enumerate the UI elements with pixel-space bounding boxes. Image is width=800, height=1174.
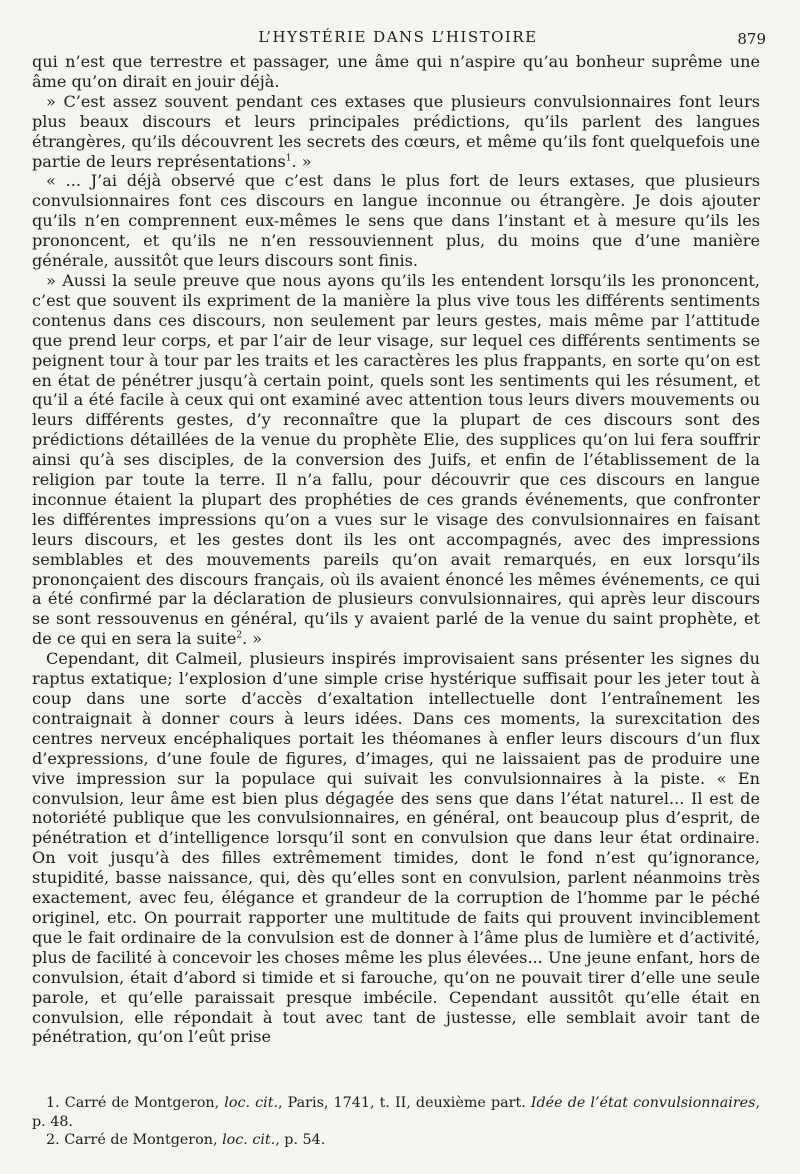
footnote-author: Carré de Montgeron, [64, 1095, 220, 1111]
footnote-ref: 1 [285, 153, 292, 164]
paragraph: « ... J’ai déjà observé que c’est dans le plus fort de leurs extases, que plusieurs convulsionnaires font ces discours en langue inconnue ou étrangère. Je dois ajouter qu’ils n’en comprennent eux-mêmes le sens que dans l’instant et à mesure qu’ils les prononcent, et qu’ils ne n’en ressouviennent plus, du moins que d’une manière générale, aussitôt que leurs discours sont finis. [32, 171, 760, 271]
quote-close: . » [291, 151, 312, 171]
footnote-1 [32, 1094, 760, 1131]
footnote-number: 1. [46, 1095, 60, 1111]
paragraph: Cependant, dit Calmeil, plusieurs inspirés improvisaient sans présenter les signes du raptus extatique; l’explosion d’une simple crise hystérique suffisait pour les jeter tout à coup dans une sorte d’accès d’exaltation intellectuelle dont l’entraînement les contraignait à donner cours à leurs idées. Dans ces moments, la surexcitation des centres nerveux encéphaliques portait les théomanes à enfler leurs discours d’un flux d’expressions, d’une foule de figures, d’images, qui ne laissaient pas de produire une vive impression sur la populace qui suivait les convulsionnaires à la piste. « En convulsion, leur âme est bien plus dégagée des sens que dans l’état naturel... Il est de notoriété publique que les convulsionnaires, en général, ont beaucoup plus d’esprit, de pénétration et d’intelligence lorsqu’il sont en convulsion que dans leur état ordinaire. On voit jusqu’à des filles extrêmement timides, dont le fond n’est qu’ignorance, stupidité, basse naissance, qui, dès qu’elles sont en convulsion, parlent néanmoins très exactement, avec feu, élégance et grandeur de la corruption de l’homme par le péché originel, etc. On pourrait rapporter une multitude de faits qui prouvent invinciblement que le fait ordinaire de la convulsion est de donner à l’âme plus de lumière et d’activité, plus de facilité à concevoir les choses même les plus élevées... Une jeune enfant, hors de convulsion, était d’abord si timide et si farouche, qu’on ne pouvait tirer d’elle une seule parole, et qu’elle paraissait presque imbécile. Cependant aussitôt qu’elle était en convulsion, elle répondait à tout avec tant de justesse, elle semblait avoir tant de pénétration, qu’on l’eût prise [32, 649, 760, 1047]
footnote-2 [32, 1131, 760, 1150]
paragraph-text: » C’est assez souvent pendant ces extases que plusieurs convulsionnaires font leurs plus beaux discours et leurs principales prédictions, qu’ils parlent des langues étrangères, qu’ils découvrent les secrets des cœurs, et même qu’ils font quelquefois une partie de leurs représentations [32, 91, 760, 171]
paragraph: qui n’est que terrestre et passager, une âme qui n’aspire qu’au bonheur suprême une âme qu’on dirait en jouir déjà. [32, 52, 760, 91]
footnote-author: Carré de Montgeron, [64, 1132, 218, 1148]
footnote-loc: loc. cit. [222, 1132, 276, 1148]
paragraph [32, 92, 760, 172]
footnote-loc: loc. cit. [224, 1095, 279, 1111]
footnote-number: 2. [46, 1132, 60, 1148]
paragraph [32, 271, 760, 649]
paragraph-text: » Aussi la seule preuve que nous ayons qu’ils les entendent lorsqu’ils les prononcent, c’est que souvent ils expriment de la manière la plus vive tous les différents sentiments contenus dans ces discours, non seulement par leurs gestes, mais même par l’attitude que prend leur corps, et par l’air de leur visage, sur lequel ces différents sentiments se peignent tour à tour par les traits et les caractères les plus frappants, en sorte qu’on est en état de pénétrer jusqu’à certain point, quels sont les sentiments qui les résument, et qu’il a été facile à ceux qui ont examiné avec attention tous leurs divers mouvements ou leurs différents gestes, d’y reconnaître que la plupart de ces discours sont des prédictions détaillées de la venue du prophète Elie, des supplices qu’on lui fera souffrir ainsi qu’à ses disciples, de la conversion des Juifs, et enfin de l’établissement de la religion par toute la terre. Il n’a fallu, pour découvrir que ces discours en langue inconnue étaient la plupart des prophéties de ces grands événements, que confronter les différentes impressions qu’on a vues sur le visage des convulsionnaires en faisant leurs discours, et les gestes dont ils les ont accompagnés, avec des impressions semblables et des mouvements pareils qu’on avait remarqués, en eux lorsqu’ils prononçaient des discours français, où ils avaient énoncé les mêmes événements, ce qui a été confirmé par la déclaration de plusieurs convulsionnaires, qui après leur discours se sont ressouvenus en général, qu’ils y avaient parlé de la venue du saint prophète, et de ce qui en sera la suite [32, 270, 760, 649]
footnote-title: Idée de l’état convulsionnaires [530, 1095, 756, 1111]
footnotes [32, 1094, 760, 1150]
running-title: L’HYSTÉRIE DANS L’HISTOIRE [258, 28, 538, 46]
quote-close: . » [242, 629, 263, 649]
body-text [32, 52, 760, 1047]
footnote-ref: 2 [236, 630, 243, 641]
page-header [30, 22, 766, 52]
page-number: 879 [737, 30, 766, 48]
footnote-text: , p. 48. [32, 1095, 760, 1130]
footnote-text: , Paris, 1741, t. II, deuxième part. [278, 1095, 526, 1111]
footnote-text: , p. 54. [275, 1132, 326, 1148]
